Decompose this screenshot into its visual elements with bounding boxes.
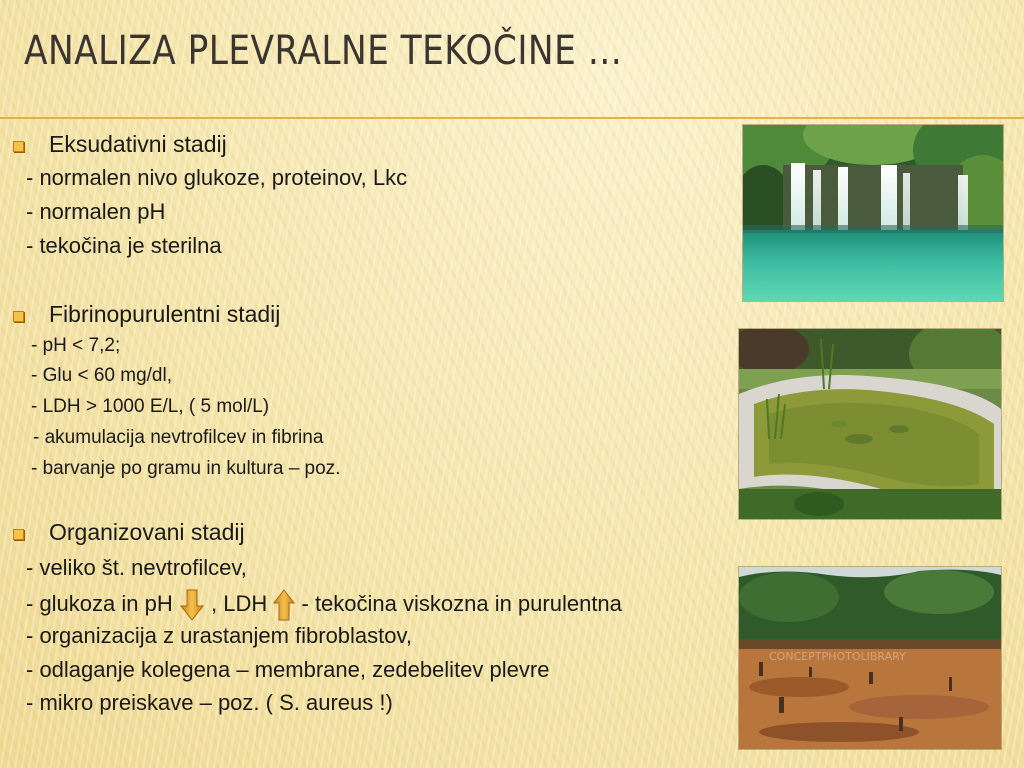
section-heading-organized: Organizovani stadij [49, 519, 245, 545]
title-divider [0, 117, 1024, 119]
list-item-part: - glukoza in pH [26, 590, 173, 616]
waterfall-lake-photo [742, 124, 1004, 302]
arrow-down-icon [179, 588, 205, 622]
section-heading-exudative: Eksudativni stadij [49, 131, 227, 157]
section-heading-fibrinopurulent: Fibrinopurulentni stadij [49, 301, 281, 327]
list-item-glucose-ldh [26, 588, 622, 622]
list-item: - LDH > 1000 E/L, ( 5 mol/L) [31, 396, 270, 417]
arrow-up-icon [273, 588, 295, 622]
watermark-text: CONCEPTPHOTOLIBRARY [769, 650, 906, 663]
list-item: - Glu < 60 mg/dl, [31, 365, 172, 386]
list-item: - normalen nivo glukoze, proteinov, Lkc [26, 165, 408, 190]
list-item: - tekočina je sterilna [26, 233, 222, 258]
list-item: - odlaganje kolegena – membrane, zedebelitev plevre [26, 657, 550, 682]
list-item: - akumulacija nevtrofilcev in fibrina [33, 427, 324, 448]
bullet-icon [13, 529, 24, 540]
bullet-icon [13, 141, 24, 152]
mudflat-forest-photo [738, 566, 1002, 750]
garden-pond-photo [738, 328, 1002, 520]
list-item: - barvanje po gramu in kultura – poz. [31, 458, 341, 479]
list-item: - mikro preiskave – poz. ( S. aureus !) [26, 690, 393, 715]
list-item-part: , LDH [211, 590, 268, 616]
list-item: - veliko št. nevtrofilcev, [26, 555, 247, 580]
bullet-icon [13, 311, 24, 322]
slide-title: ANALIZA PLEVRALNE TEKOČINE … [24, 28, 623, 74]
list-item: - normalen pH [26, 199, 166, 224]
list-item-part: - tekočina viskozna in purulentna [301, 590, 622, 616]
list-item: - organizacija z urastanjem fibroblastov, [26, 623, 412, 648]
list-item: - pH < 7,2; [31, 335, 121, 356]
